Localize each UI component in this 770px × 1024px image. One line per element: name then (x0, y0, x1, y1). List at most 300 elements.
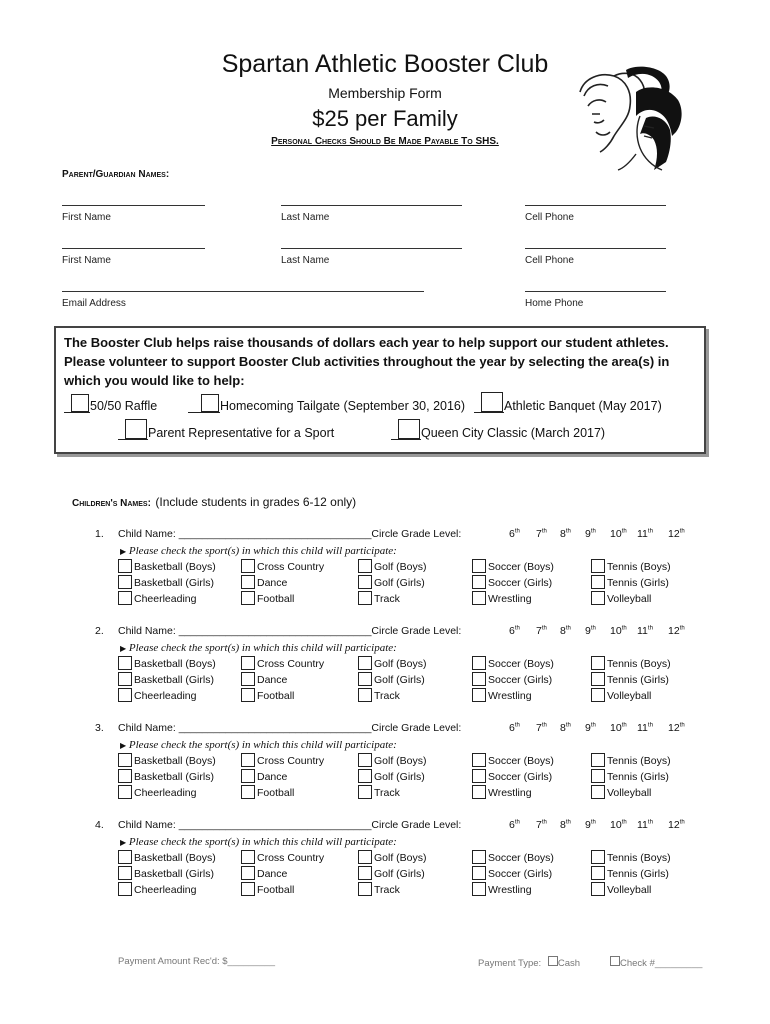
grade-option[interactable] (668, 625, 685, 637)
checkbox-icon[interactable] (118, 882, 132, 896)
children-section-label: Children's Names: (72, 498, 151, 509)
checkbox-icon[interactable] (591, 688, 605, 702)
raffle-label: 50/50 Raffle (90, 399, 158, 413)
sport-option-golf-girls[interactable] (358, 575, 425, 591)
cash-checkbox-icon[interactable] (548, 956, 558, 966)
grade-suffix: th (514, 722, 520, 729)
grade-number: 7 (536, 625, 542, 637)
payment-type (478, 956, 580, 969)
sport-label: Basketball (Boys) (134, 658, 216, 670)
sport-option-wrestling[interactable] (472, 882, 532, 898)
sport-label: Basketball (Girls) (134, 868, 214, 880)
grade-suffix: th (565, 528, 571, 535)
checkbox-icon[interactable] (358, 882, 372, 896)
checkbox-icon[interactable] (591, 850, 605, 864)
sport-label: Wrestling (488, 593, 532, 605)
last-name-2-label: Last Name (281, 255, 330, 266)
checkbox-icon[interactable] (591, 591, 605, 605)
grade-suffix: th (541, 528, 547, 535)
sport-option-golf-girls[interactable] (358, 769, 425, 785)
checkbox-icon[interactable] (472, 575, 486, 589)
sport-option-basketball-boys[interactable] (118, 850, 216, 866)
grade-number: 12 (668, 819, 680, 831)
sport-option-basketball-girls[interactable] (118, 575, 214, 591)
checkbox-icon[interactable] (591, 575, 605, 589)
volunteer-option-tailgate[interactable] (188, 394, 465, 413)
grade-number: 6 (509, 528, 515, 540)
grade-suffix: th (679, 528, 685, 535)
checkbox-icon[interactable] (358, 769, 372, 783)
sport-option-basketball-girls[interactable] (118, 769, 214, 785)
grade-suffix: th (565, 722, 571, 729)
sport-option-tennis-boys[interactable] (591, 753, 671, 769)
child-name-row[interactable] (118, 625, 461, 637)
grade-suffix: th (541, 722, 547, 729)
grade-number: 6 (509, 819, 515, 831)
grade-suffix: th (621, 528, 627, 535)
sport-option-tennis-girls[interactable] (591, 575, 669, 591)
checkbox-icon[interactable] (241, 769, 255, 783)
sport-label: Golf (Boys) (374, 755, 427, 767)
checkbox-icon[interactable] (358, 656, 372, 670)
children-section-header (72, 493, 356, 511)
grade-number: 6 (509, 722, 515, 734)
grade-option[interactable] (536, 528, 547, 540)
checkbox-icon[interactable] (241, 656, 255, 670)
grade-option[interactable] (560, 528, 571, 540)
sport-option-basketball-boys[interactable] (118, 656, 216, 672)
grade-option[interactable] (585, 722, 596, 734)
grade-option[interactable] (610, 819, 627, 831)
sport-option-basketball-girls[interactable] (118, 866, 214, 882)
checkbox-icon[interactable] (472, 785, 486, 799)
grade-option[interactable] (637, 528, 653, 540)
sport-option-cheerleading[interactable] (118, 785, 196, 801)
sport-label: Soccer (Boys) (488, 755, 554, 767)
checkbox-icon[interactable] (118, 769, 132, 783)
grade-suffix: th (565, 625, 571, 632)
checkbox-icon[interactable] (472, 672, 486, 686)
sport-option-cheerleading[interactable] (118, 882, 196, 898)
sport-label: Cross Country (257, 561, 325, 573)
form-subtitle: Membership Form (328, 85, 442, 101)
checkbox-icon[interactable] (358, 672, 372, 686)
checkbox-icon[interactable] (358, 753, 372, 767)
grade-number: 10 (610, 722, 622, 734)
sport-option-tennis-girls[interactable] (591, 672, 669, 688)
sport-instruction (120, 836, 397, 848)
checkbox-icon[interactable] (118, 753, 132, 767)
grade-option[interactable] (509, 528, 520, 540)
grade-number: 12 (668, 528, 680, 540)
grade-number: 7 (536, 528, 542, 540)
sport-label: Cheerleading (134, 690, 197, 702)
sport-label: Tennis (Girls) (607, 771, 669, 783)
grade-number: 7 (536, 819, 542, 831)
grade-number: 10 (610, 819, 622, 831)
checkbox-icon[interactable] (118, 850, 132, 864)
grade-number: 9 (585, 722, 591, 734)
checkbox-icon[interactable] (358, 866, 372, 880)
child-name-row[interactable] (118, 528, 461, 540)
sport-option-tennis-girls[interactable] (591, 866, 669, 882)
cell-phone-1-field[interactable] (525, 205, 666, 206)
child-name-field[interactable]: _________________________________ (178, 722, 372, 734)
checkbox-icon[interactable] (358, 591, 372, 605)
checkbox-icon[interactable] (118, 656, 132, 670)
sport-label: Basketball (Boys) (134, 561, 216, 573)
sport-option-football[interactable] (241, 688, 294, 704)
child-name-field[interactable]: _________________________________ (178, 528, 372, 540)
cell-phone-1-label: Cell Phone (525, 212, 574, 223)
checkbox-icon[interactable] (241, 672, 255, 686)
sport-label: Volleyball (607, 884, 652, 896)
sport-option-cross-country[interactable] (241, 753, 324, 769)
grade-option[interactable] (560, 819, 571, 831)
checkbox-icon[interactable] (591, 866, 605, 880)
sport-option-cheerleading[interactable] (118, 591, 196, 607)
grade-number: 11 (637, 722, 648, 734)
grade-option[interactable] (668, 722, 685, 734)
sport-option-volleyball[interactable] (591, 785, 651, 801)
grade-number: 9 (585, 819, 591, 831)
checkbox-icon[interactable] (472, 753, 486, 767)
child-number: 3. (95, 722, 104, 734)
sport-label: Cheerleading (134, 884, 197, 896)
checkbox-icon[interactable] (472, 688, 486, 702)
sport-label: Soccer (Girls) (488, 577, 553, 589)
grade-number: 7 (536, 722, 542, 734)
sport-label: Basketball (Girls) (134, 771, 214, 783)
checkbox-icon[interactable] (472, 591, 486, 605)
sport-label: Dance (257, 674, 288, 686)
sport-label: Soccer (Girls) (488, 674, 553, 686)
payment-received: Payment Amount Rec'd: $_________ (118, 956, 276, 967)
sport-option-soccer-boys[interactable] (472, 850, 554, 866)
sport-option-volleyball[interactable] (591, 591, 651, 607)
sport-label: Track (374, 690, 400, 702)
child-name-label: Child Name: (118, 819, 176, 831)
sport-option-wrestling[interactable] (472, 591, 532, 607)
sport-label: Wrestling (488, 787, 532, 799)
sport-option-track[interactable] (358, 785, 400, 801)
grade-label: Circle Grade Level: (371, 625, 462, 637)
grade-option[interactable] (509, 625, 520, 637)
sport-option-dance[interactable] (241, 866, 287, 882)
grade-label: Circle Grade Level: (371, 722, 462, 734)
child-name-row[interactable] (118, 819, 461, 831)
first-name-2-label: First Name (62, 255, 111, 266)
grade-option[interactable] (560, 625, 571, 637)
last-name-1-label: Last Name (281, 212, 330, 223)
grade-option[interactable] (637, 819, 653, 831)
grade-option[interactable] (536, 722, 547, 734)
grade-number: 6 (509, 625, 515, 637)
checkbox-icon[interactable] (591, 559, 605, 573)
sport-option-golf-boys[interactable] (358, 850, 427, 866)
sport-note-text: Please check the sport(s) in which this child will participate: (128, 545, 397, 557)
grade-option[interactable] (585, 625, 596, 637)
grade-option[interactable] (536, 625, 547, 637)
sport-option-cross-country[interactable] (241, 850, 324, 866)
sport-option-track[interactable] (358, 882, 400, 898)
grade-suffix: th (621, 625, 627, 632)
checkbox-icon[interactable] (591, 769, 605, 783)
checkbox-icon[interactable] (472, 656, 486, 670)
child-name-field[interactable]: _________________________________ (178, 819, 372, 831)
grade-option[interactable] (509, 722, 520, 734)
grade-option[interactable] (668, 528, 685, 540)
grade-number: 10 (610, 528, 622, 540)
child-name-field[interactable]: _________________________________ (178, 625, 372, 637)
cell-phone-2-field[interactable] (525, 248, 666, 249)
volunteer-intro: The Booster Club helps raise thousands of dollars each year to help support our student athletes. Please volunteer to support Booster Club activities throughout the year by selecting the area(s) in which you would like to help: (64, 335, 670, 388)
sport-label: Soccer (Boys) (488, 658, 554, 670)
grade-number: 8 (560, 528, 566, 540)
last-name-1-field[interactable] (281, 205, 462, 206)
checkbox-icon[interactable] (201, 394, 219, 412)
sport-option-soccer-girls[interactable] (472, 769, 552, 785)
checkbox-icon[interactable] (472, 866, 486, 880)
grade-suffix: th (541, 819, 547, 826)
grade-option[interactable] (637, 625, 653, 637)
checkbox-icon[interactable] (358, 575, 372, 589)
sport-option-golf-boys[interactable] (358, 656, 427, 672)
grade-number: 12 (668, 625, 680, 637)
membership-price: $25 per Family (312, 106, 458, 131)
arrow-right-icon: ▶ (120, 741, 127, 750)
grade-option[interactable] (637, 722, 653, 734)
banquet-label: Athletic Banquet (May 2017) (504, 399, 662, 413)
grade-number: 11 (637, 819, 648, 831)
children-section-note: (Include students in grades 6-12 only) (155, 495, 357, 509)
sport-label: Basketball (Boys) (134, 852, 216, 864)
email-field[interactable] (62, 291, 424, 292)
grade-number: 9 (585, 625, 591, 637)
grade-number: 10 (610, 625, 622, 637)
grade-suffix: th (647, 722, 653, 729)
parent-rep-label: Parent Representative for a Sport (148, 426, 335, 440)
grade-option[interactable] (610, 722, 627, 734)
sport-label: Golf (Boys) (374, 658, 427, 670)
grade-suffix: th (621, 819, 627, 826)
sport-option-basketball-girls[interactable] (118, 672, 214, 688)
grade-option[interactable] (585, 819, 596, 831)
child-name-label: Child Name: (118, 625, 176, 637)
grade-number: 9 (585, 528, 591, 540)
sport-option-golf-boys[interactable] (358, 753, 427, 769)
grade-number: 8 (560, 722, 566, 734)
grade-option[interactable] (668, 819, 685, 831)
checkbox-icon[interactable] (241, 753, 255, 767)
sport-label: Tennis (Boys) (607, 852, 671, 864)
sport-label: Wrestling (488, 884, 532, 896)
checkbox-icon[interactable] (358, 688, 372, 702)
sport-option-golf-girls[interactable] (358, 672, 425, 688)
checkbox-icon[interactable] (71, 394, 89, 412)
sport-label: Tennis (Boys) (607, 561, 671, 573)
sport-label: Golf (Girls) (374, 674, 425, 686)
last-name-2-field[interactable] (281, 248, 462, 249)
sport-label: Soccer (Girls) (488, 868, 553, 880)
form-title: Spartan Athletic Booster Club (221, 50, 549, 78)
sport-option-wrestling[interactable] (472, 688, 532, 704)
checkbox-icon[interactable] (481, 392, 503, 412)
parents-section-label: Parent/Guardian Names: (62, 169, 170, 180)
arrow-right-icon: ▶ (120, 644, 127, 653)
checkbox-icon[interactable] (398, 419, 420, 439)
email-label: Email Address (62, 298, 126, 309)
sport-option-football[interactable] (241, 591, 294, 607)
sport-label: Volleyball (607, 690, 652, 702)
checkbox-icon[interactable] (591, 882, 605, 896)
sport-label: Tennis (Girls) (607, 674, 669, 686)
sport-option-football[interactable] (241, 785, 294, 801)
sport-label: Basketball (Boys) (134, 755, 216, 767)
child-number: 2. (95, 625, 104, 637)
cash-label: Cash (557, 958, 581, 969)
first-name-1-field[interactable] (62, 205, 205, 206)
checkbox-icon[interactable] (118, 591, 132, 605)
sport-option-tennis-boys[interactable] (591, 850, 671, 866)
grade-option[interactable] (509, 819, 520, 831)
checkbox-icon[interactable] (118, 575, 132, 589)
sport-option-cheerleading[interactable] (118, 688, 196, 704)
arrow-right-icon: ▶ (120, 838, 127, 847)
sport-option-volleyball[interactable] (591, 882, 651, 898)
sport-option-soccer-boys[interactable] (472, 559, 554, 575)
sport-option-golf-girls[interactable] (358, 866, 425, 882)
first-name-2-field[interactable] (62, 248, 205, 249)
sport-label: Wrestling (488, 690, 532, 702)
check-checkbox-icon[interactable] (610, 956, 620, 966)
checkbox-icon[interactable] (118, 785, 132, 799)
sport-option-tennis-girls[interactable] (591, 769, 669, 785)
grade-label: Circle Grade Level: (371, 528, 462, 540)
sport-label: Tennis (Boys) (607, 755, 671, 767)
grade-number: 8 (560, 819, 566, 831)
checkbox-icon[interactable] (472, 769, 486, 783)
sport-label: Cheerleading (134, 593, 197, 605)
volunteer-option-queen-city[interactable] (391, 421, 605, 440)
checkbox-icon[interactable] (241, 688, 255, 702)
sport-option-track[interactable] (358, 688, 400, 704)
sport-option-wrestling[interactable] (472, 785, 532, 801)
sport-label: Dance (257, 771, 288, 783)
sport-label: Golf (Boys) (374, 561, 427, 573)
sport-option-golf-boys[interactable] (358, 559, 427, 575)
grade-number: 11 (637, 625, 648, 637)
checkbox-icon[interactable] (118, 866, 132, 880)
sport-label: Soccer (Girls) (488, 771, 553, 783)
sport-option-dance[interactable] (241, 672, 287, 688)
sport-label: Football (257, 690, 295, 702)
home-phone-label: Home Phone (525, 298, 584, 309)
sport-label: Soccer (Boys) (488, 561, 554, 573)
checkbox-icon[interactable] (591, 753, 605, 767)
checkbox-icon[interactable] (472, 850, 486, 864)
checkbox-icon[interactable] (125, 419, 147, 439)
checkbox-icon[interactable] (118, 688, 132, 702)
checkbox-icon[interactable] (241, 882, 255, 896)
grade-suffix: th (514, 528, 520, 535)
queen-city-label: Queen City Classic (March 2017) (421, 426, 606, 440)
payable-note: Personal Checks Should Be Made Payable To SHS. (271, 136, 499, 147)
home-phone-field[interactable] (525, 291, 666, 292)
sport-label: Golf (Girls) (374, 771, 425, 783)
checkbox-icon[interactable] (472, 882, 486, 896)
checkbox-icon[interactable] (591, 656, 605, 670)
checkbox-icon[interactable] (241, 785, 255, 799)
grade-number: 8 (560, 625, 566, 637)
grade-option[interactable] (536, 819, 547, 831)
sport-option-soccer-girls[interactable] (472, 866, 552, 882)
checkbox-icon[interactable] (241, 591, 255, 605)
grade-option[interactable] (610, 528, 627, 540)
checkbox-icon[interactable] (591, 785, 605, 799)
checkbox-icon[interactable] (241, 559, 255, 573)
checkbox-icon[interactable] (591, 672, 605, 686)
checkbox-icon[interactable] (118, 559, 132, 573)
checkbox-icon[interactable] (358, 785, 372, 799)
sport-option-basketball-boys[interactable] (118, 753, 216, 769)
grade-option[interactable] (610, 625, 627, 637)
sport-option-dance[interactable] (241, 769, 287, 785)
sport-label: Basketball (Girls) (134, 674, 214, 686)
volunteer-option-raffle[interactable] (64, 394, 157, 413)
sport-option-soccer-girls[interactable] (472, 672, 552, 688)
grade-suffix: th (590, 528, 596, 535)
sport-label: Track (374, 787, 400, 799)
first-name-1-label: First Name (62, 212, 111, 223)
sport-option-soccer-boys[interactable] (472, 656, 554, 672)
sport-option-soccer-girls[interactable] (472, 575, 552, 591)
grade-suffix: th (679, 722, 685, 729)
checkbox-icon[interactable] (241, 850, 255, 864)
sport-option-football[interactable] (241, 882, 294, 898)
sport-option-tennis-boys[interactable] (591, 559, 671, 575)
sport-option-basketball-boys[interactable] (118, 559, 216, 575)
sport-option-dance[interactable] (241, 575, 287, 591)
sport-option-volleyball[interactable] (591, 688, 651, 704)
grade-suffix: th (514, 819, 520, 826)
sport-option-cross-country[interactable] (241, 656, 324, 672)
grade-suffix: th (590, 819, 596, 826)
checkbox-icon[interactable] (358, 850, 372, 864)
grade-suffix: th (565, 819, 571, 826)
child-name-row[interactable] (118, 722, 461, 734)
sport-option-cross-country[interactable] (241, 559, 324, 575)
grade-option[interactable] (585, 528, 596, 540)
grade-option[interactable] (560, 722, 571, 734)
checkbox-icon[interactable] (241, 575, 255, 589)
sport-option-tennis-boys[interactable] (591, 656, 671, 672)
arrow-right-icon: ▶ (120, 547, 127, 556)
payment-check (610, 956, 702, 969)
grade-suffix: th (590, 722, 596, 729)
check-label: Check #_________ (620, 958, 703, 969)
sport-option-soccer-boys[interactable] (472, 753, 554, 769)
checkbox-icon[interactable] (472, 559, 486, 573)
checkbox-icon[interactable] (241, 866, 255, 880)
volunteer-option-banquet[interactable] (474, 394, 662, 413)
volunteer-option-parent-rep[interactable] (118, 421, 334, 440)
checkbox-icon[interactable] (118, 672, 132, 686)
sport-note-text: Please check the sport(s) in which this child will participate: (128, 836, 397, 848)
sport-label: Tennis (Girls) (607, 577, 669, 589)
sport-option-track[interactable] (358, 591, 400, 607)
checkbox-icon[interactable] (358, 559, 372, 573)
